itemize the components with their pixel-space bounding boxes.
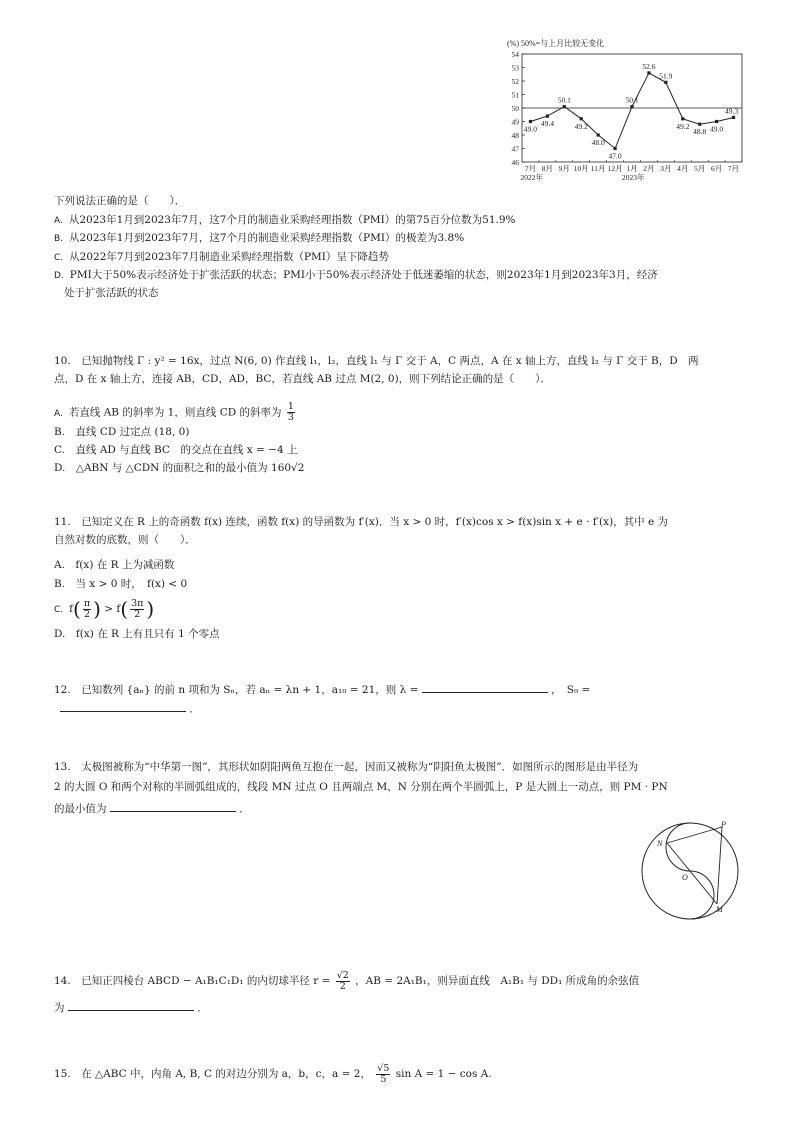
x-tick-label: 8月 (541, 164, 554, 173)
data-point (698, 123, 701, 126)
q11-option-b: B. 当 x > 0 时， f(x) < 0 (54, 578, 188, 590)
year-label: 2023年 (622, 173, 645, 182)
label-o: O (682, 873, 688, 882)
data-point (732, 116, 735, 119)
fraction-denominator: 2 (134, 608, 141, 620)
data-point (715, 120, 718, 123)
data-point (681, 117, 684, 120)
q10-line1: 10. 已知抛物线 Γ : y² = 16x，过点 N(6, 0) 作直线 l₁，l₂，直线 l₁ 与 Γ 交于 A，C 两点，A 在 x 轴上方，直线 l₂ 与 Γ 交于 B，D 两 (54, 355, 699, 367)
q15-line1 (54, 1063, 492, 1085)
q11-option-a: A. f(x) 在 R 上为减函数 (54, 559, 175, 571)
label-p: P (721, 820, 726, 829)
fraction-numerator: 1 (287, 401, 294, 412)
data-label: 47.0 (608, 151, 622, 161)
fraction-denominator: 2 (83, 608, 90, 620)
year-label: 2022年 (520, 173, 543, 182)
x-tick-label: 9月 (558, 164, 570, 173)
label-n: N (657, 839, 663, 848)
data-label: 52.6 (642, 61, 656, 71)
x-tick-label: 12月 (607, 164, 623, 173)
q10-option-a-fraction (287, 402, 295, 423)
q9-option-b-text: 从2023年1月到2023年7月，这7个月的制造业采购经理指数（PMI）的极差为3.8% (69, 232, 465, 244)
q9-stem: 下列说法正确的是（ ）． (54, 195, 186, 207)
q9-option-b (54, 231, 464, 246)
q11-option-c-fraction-1 (83, 599, 91, 620)
q9-option-b-letter: B. (54, 234, 64, 244)
segment-mn (667, 843, 717, 904)
q9-option-c-letter: C. (54, 253, 64, 263)
q13-line1: 13. 太极图被称为“中华第一图”，其形状如阴阳两鱼互抱在一起，因而又被称为“阴阳鱼太极图”．如图所示的图形是由半径为 (54, 761, 639, 773)
y-tick-label: 50 (511, 104, 519, 113)
segment-pm (717, 827, 722, 904)
q11-option-c-fraction-2 (130, 599, 144, 620)
q13-answer-blank[interactable] (110, 800, 236, 812)
q9-option-d-text: PMI大于50%表示经济处于扩张活跃的状态；PMI小于50%表示经济处于低迷萎缩的状态，则2023年1月到2023年3月，经济 (69, 269, 658, 281)
data-label: 49.2 (676, 121, 690, 131)
y-tick-label: 52 (511, 77, 519, 86)
y-tick-label: 54 (511, 50, 519, 59)
data-point (630, 105, 633, 108)
q11-line1: 11. 已知定义在 R 上的奇函数 f(x) 连续，函数 f(x) 的导函数为 f′(x)．当 x > 0 时，f′(x)cos x > f(x)sin x + e · f′(x)，其中 e 为 (54, 516, 669, 528)
x-tick-label: 10月 (573, 164, 589, 173)
q9-option-d-cont: 处于扩张活跃的状态 (64, 287, 159, 299)
fraction-numerator: 3π (131, 597, 144, 609)
y-tick-label: 46 (511, 158, 519, 167)
y-tick-label: 49 (511, 117, 519, 127)
q12-answer-blank-1[interactable] (422, 681, 548, 693)
data-point (546, 115, 549, 118)
data-point (529, 120, 532, 123)
y-tick-label: 51 (511, 90, 519, 100)
data-label: 50.1 (557, 95, 571, 105)
x-tick-label: 2月 (643, 164, 655, 173)
q14-text-a: 14. 已知正四棱台 ABCD − A₁B₁C₁D₁ 的内切球半径 r = (54, 975, 331, 987)
right-paren: ) (146, 597, 155, 621)
q12-text-b: ， S₉ = (551, 684, 591, 696)
q12-line2 (60, 700, 200, 716)
segment-pn (667, 827, 722, 843)
q14-fraction (336, 971, 350, 992)
q10-line2: 点，D 在 x 轴上方，连接 AB，CD，AD，BC，若直线 AB 过点 M(2, 0)，则下列结论正确的是（ ）． (54, 373, 551, 385)
x-tick-label: 6月 (710, 164, 723, 173)
q9-option-c-text: 从2022年7月到2023年7月制造业采购经理指数（PMI）呈下降趋势 (69, 251, 389, 263)
fraction-denominator: 2 (339, 980, 346, 992)
x-tick-label: 3月 (660, 164, 672, 173)
q10-option-b: B. 直线 CD 过定点 (18, 0) (54, 426, 190, 438)
lower-semicircle-arc (690, 871, 714, 919)
q11-line2: 自然对数的底数，则（ ）． (54, 534, 196, 546)
q14-line1 (54, 970, 639, 992)
data-point (580, 117, 583, 120)
data-label: 51.9 (659, 71, 673, 81)
q11-option-c-op: > f (104, 603, 121, 615)
data-point (647, 71, 650, 74)
data-label: 49.0 (710, 124, 724, 134)
fraction-numerator: √2 (336, 969, 349, 981)
q13-line3 (54, 800, 250, 816)
x-tick-label: 5月 (694, 164, 706, 173)
q9-option-c (54, 250, 389, 265)
q9-option-a-letter: A. (54, 216, 63, 226)
q9-option-d-letter: D. (54, 271, 64, 281)
q12-answer-blank-2[interactable] (60, 700, 186, 712)
q12-text-a: 12. 已知数列 {aₙ} 的前 n 项和为 Sₙ，若 aₙ = λn + 1，a₁₀ = 21，则 λ = (54, 684, 419, 696)
q14-period: ． (197, 1002, 208, 1014)
q14-answer-blank[interactable] (68, 999, 194, 1011)
q10-option-a (54, 402, 297, 423)
y-tick-label: 53 (511, 63, 519, 73)
fraction-numerator: √5 (377, 1062, 390, 1074)
q11-option-c-letter: C. (54, 605, 64, 615)
q9-option-a-text: 从2023年1月到2023年7月，这7个月的制造业采购经理指数（PMI）的第75百分位数为51.9% (68, 214, 516, 226)
q12-line1 (54, 681, 590, 697)
data-point (563, 105, 566, 108)
chart-title: (%) 50%=与上月比较无变化 (507, 39, 605, 48)
data-label: 49.3 (724, 106, 739, 116)
data-label: 50.1 (625, 95, 639, 105)
q11-option-c-f1: f (69, 603, 74, 615)
q12-period: ． (189, 703, 200, 715)
y-tick-label: 48 (511, 131, 519, 140)
data-point (664, 81, 667, 84)
y-tick-label: 47 (511, 144, 519, 154)
q9-option-d (54, 268, 658, 283)
x-tick-label: 7月 (524, 164, 537, 173)
q9-option-a (54, 213, 516, 228)
q10-option-a-letter: A. (54, 408, 63, 419)
q10-option-c: C. 直线 AD 与直线 BC 的交点在直线 x = −4 上 (54, 444, 298, 456)
label-m: M (716, 905, 723, 914)
q15-fraction (376, 1064, 390, 1085)
pmi-line-chart (500, 36, 750, 188)
data-point (613, 147, 616, 150)
fraction-denominator: 3 (287, 412, 294, 423)
taiji-figure (638, 818, 748, 922)
q15-text-a: 15. 在 △ABC 中，内角 A, B, C 的对边分别为 a，b，c，a = 2， (54, 1068, 371, 1080)
data-label: 49.4 (540, 119, 554, 129)
pmi-series-line (531, 73, 734, 149)
left-paren: ( (73, 597, 81, 621)
data-label: 48.8 (693, 127, 707, 137)
q11-option-d: D. f(x) 在 R 上有且只有 1 个零点 (54, 628, 220, 640)
data-label: 48.0 (591, 138, 605, 147)
x-tick-label: 4月 (677, 164, 689, 173)
q11-option-c (54, 596, 154, 623)
x-tick-label: 1月 (626, 164, 638, 173)
q14-line2 (54, 999, 208, 1015)
data-label: 49.2 (574, 121, 588, 131)
upper-semicircle-arc (666, 823, 690, 871)
data-label: 49.0 (523, 124, 538, 134)
pmi-chart (500, 36, 750, 188)
x-tick-label: 11月 (590, 164, 606, 173)
q13-line2: 2 的大圆 O 和两个对称的半圆弧组成的，线段 MN 过点 O 且两端点 M，N 分别在两个半圆弧上，P 是大圆上一动点，则 PM · PN (54, 781, 668, 793)
fraction-denominator: 5 (380, 1073, 387, 1085)
q13-text-a: 的最小值为 (54, 803, 107, 815)
left-paren: ( (120, 597, 129, 621)
q10-option-d: D. △ABN 与 △CDN 的面积之和的最小值为 160√2 (54, 462, 305, 474)
fraction-numerator: π (83, 597, 91, 609)
q14-text-b: ，AB = 2A₁B₁，则异面直线 A₁B₁ 与 DD₁ 所成角的余弦值 (355, 975, 640, 987)
q13-period: ． (239, 803, 250, 815)
data-point (597, 133, 600, 136)
q14-text-c: 为 (54, 1002, 65, 1014)
q15-text-b: sin A = 1 − cos A. (395, 1068, 492, 1080)
x-tick-label: 7月 (727, 164, 740, 173)
q10-option-a-text: 若直线 AB 的斜率为 1，则直线 CD 的斜率为 (68, 406, 282, 419)
right-paren: ) (93, 597, 101, 621)
